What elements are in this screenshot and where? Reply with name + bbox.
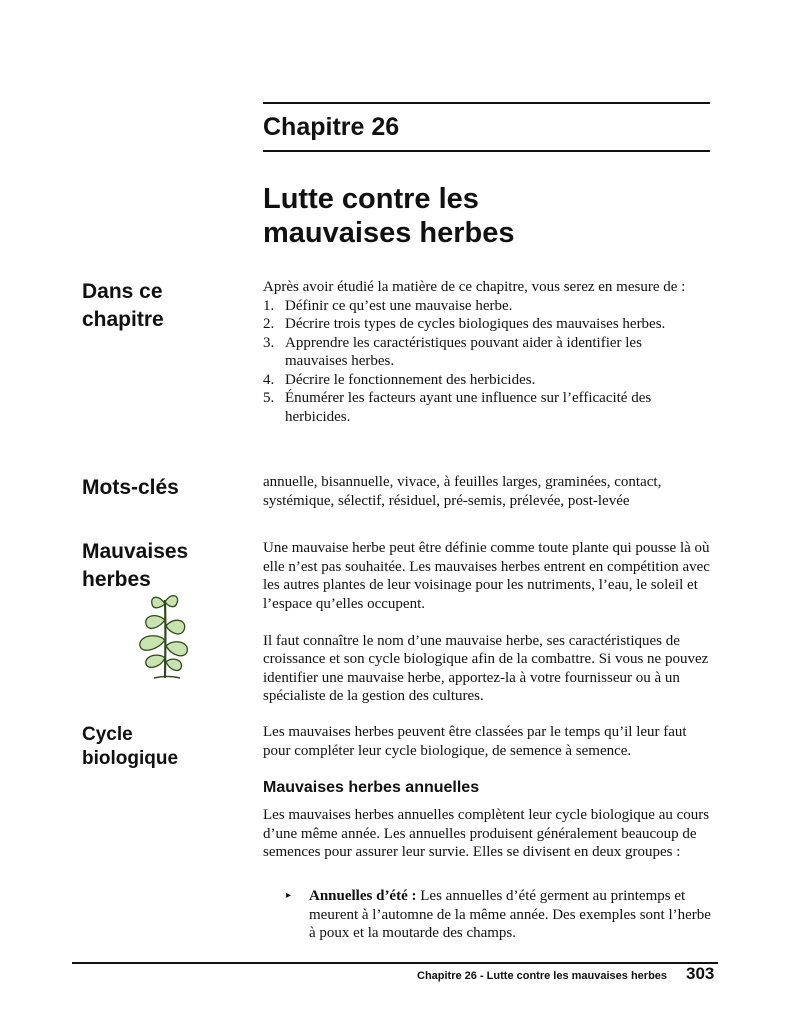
section-heading-in-chapter bbox=[82, 278, 242, 334]
objective-number: 5. bbox=[263, 390, 275, 406]
section-heading-weeds bbox=[82, 538, 242, 594]
objectives-block bbox=[263, 278, 698, 426]
objective-item bbox=[263, 389, 698, 426]
keywords-text: annuelle, bisannuelle, vivace, à feuilles larges, graminées, contact, systémique, sélectif, résiduel, pré-semis, prélevée, post-levée bbox=[263, 474, 662, 509]
weeds-text-block bbox=[263, 539, 713, 706]
chapter-title-line1: Lutte contre les bbox=[263, 183, 479, 215]
section-heading-line: Dans ce bbox=[82, 280, 163, 303]
objective-item bbox=[263, 315, 698, 334]
objective-text: Apprendre les caractéristiques pouvant aider à identifier les mauvaises herbes. bbox=[285, 334, 642, 369]
life-cycle-text: Les mauvaises herbes peuvent être classées par le temps qu’il leur faut pour compléter leur cycle biologique, de semence à semence. bbox=[263, 724, 687, 759]
chapter-label: Chapitre 26 bbox=[263, 113, 400, 141]
bullet-term: Annuelles d’été : bbox=[309, 888, 417, 904]
section-heading-line: chapitre bbox=[82, 308, 164, 331]
annual-weeds-text: Les mauvaises herbes annuelles complètent leur cycle biologique au cours d’une même année. Les annuelles produisent généralement beaucoup de semences pour assurer leur survie. Elles se divisent en deux groupes : bbox=[263, 807, 710, 860]
weeds-paragraph-2: Il faut connaître le nom d’une mauvaise herbe, ses caractéristiques de croissance et son cycle biologique afin de la combattre. Si vous ne pouvez identifier une mauvaise herbe, apportez-la à votre fournisseur ou à un spécialiste de la gestion des cultures. bbox=[263, 632, 709, 704]
footer-rule bbox=[72, 962, 718, 964]
objective-number: 3. bbox=[263, 334, 275, 351]
section-heading-line: herbes bbox=[82, 568, 151, 591]
weeds-paragraph-1: Une mauvaise herbe peut être définie comme toute plante qui pousse là où elle n’est pas souhaitée. Les mauvaises herbes entrent en compétition avec les autres plantes de leur voisinage pour les nutriments, l’eau, le soleil et l’espace qu’elles occupent. bbox=[263, 540, 710, 612]
header-rule-top bbox=[263, 102, 710, 104]
objectives-list bbox=[263, 297, 698, 427]
subheading-annual-weeds: Mauvaises herbes annuelles bbox=[263, 779, 480, 796]
objective-text: Énumérer les facteurs ayant une influence sur l’efficacité des herbicides. bbox=[285, 390, 652, 425]
section-heading-line: Cycle bbox=[82, 724, 133, 745]
objective-text: Décrire trois types de cycles biologiques des mauvaises herbes. bbox=[285, 316, 666, 332]
page-number: 303 bbox=[686, 964, 715, 983]
objective-item bbox=[263, 371, 698, 390]
footer-running-title: Chapitre 26 - Lutte contre les mauvaises herbes bbox=[417, 970, 668, 982]
weed-plant-icon bbox=[132, 590, 198, 680]
header-rule-bottom bbox=[263, 150, 710, 152]
objective-text: Définir ce qu’est une mauvaise herbe. bbox=[285, 297, 513, 314]
section-heading-keywords: Mots-clés bbox=[82, 476, 179, 499]
section-heading-life-cycle bbox=[82, 723, 242, 771]
section-heading-line: Mauvaises bbox=[82, 540, 189, 563]
bullet-summer-annuals bbox=[309, 887, 714, 943]
triangle-bullet-icon: ▸ bbox=[286, 890, 292, 901]
objective-number: 4. bbox=[263, 371, 275, 388]
objective-item bbox=[263, 297, 698, 316]
section-heading-line: biologique bbox=[82, 748, 179, 769]
objective-number: 2. bbox=[263, 316, 275, 332]
objective-number: 1. bbox=[263, 297, 275, 314]
bullet-text: Les annuelles d’été germent au printemps et meurent à l’automne de la même année. Des exemples sont l’herbe à poux et la moutarde des champs. bbox=[309, 888, 711, 941]
objective-text: Décrire le fonctionnement des herbicides. bbox=[285, 371, 536, 388]
objective-item bbox=[263, 334, 698, 371]
objectives-intro: Après avoir étudié la matière de ce chapitre, vous serez en mesure de : bbox=[263, 279, 686, 295]
chapter-title-line2: mauvaises herbes bbox=[263, 217, 515, 249]
chapter-title bbox=[263, 182, 703, 250]
